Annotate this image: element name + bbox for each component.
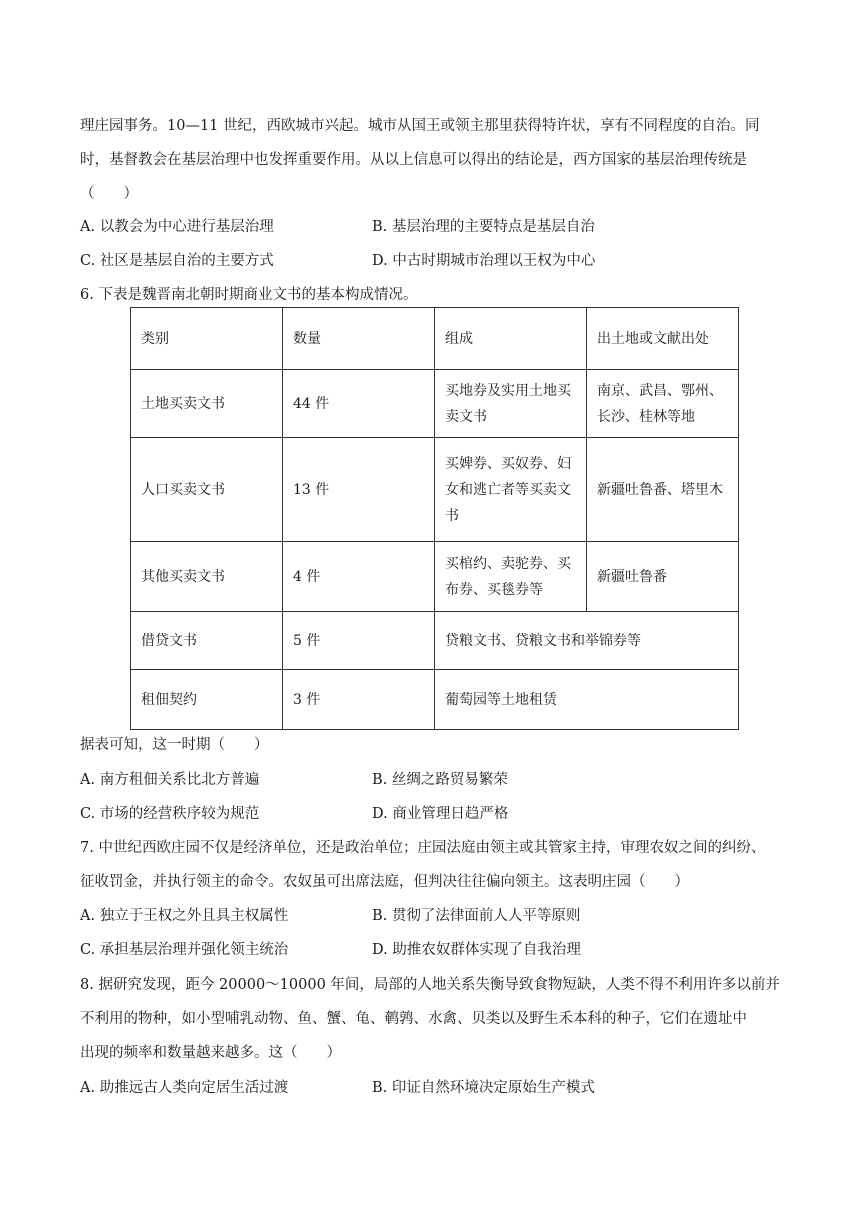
table-cell-composition: 葡萄园等土地租赁: [435, 670, 739, 730]
q8-option-b: B. 印证自然环境决定原始生产模式: [372, 1080, 595, 1096]
table-cell-count: 5 件: [283, 612, 435, 670]
table-cell-category: 租佃契约: [131, 670, 283, 730]
q5-stem-line-2: 时，基督教会在基层治理中也发挥重要作用。从以上信息可以得出的结论是，西方国家的基层治理传统是: [80, 152, 747, 168]
table-cell-count: 4 件: [283, 542, 435, 612]
table-cell-composition: 买地券及实用土地买卖文书: [435, 370, 587, 438]
table-cell-category: 借贷文书: [131, 612, 283, 670]
q6-option-c: C. 市场的经营秩序较为规范: [80, 806, 260, 822]
q6-option-d: D. 商业管理日趋严格: [372, 806, 509, 822]
q5-option-a: A. 以教会为中心进行基层治理: [80, 219, 274, 235]
q6-option-b: B. 丝绸之路贸易繁荣: [372, 772, 508, 788]
table-row: [131, 370, 739, 438]
q8-stem-line-1: 8. 据研究发现，距今 20000～10000 年间，局部的人地关系失衡导致食物短缺，人类不得不利用许多以前并: [80, 977, 780, 993]
table-cell-category: 人口买卖文书: [131, 438, 283, 542]
q5-answer-bracket: （ ）: [80, 186, 138, 202]
table-header-cell: 数量: [283, 308, 435, 370]
q7-stem-line-2: 征收罚金，并执行领主的命令。农奴虽可出席法庭，但判决往往偏向领主。这表明庄园（ ）: [80, 874, 689, 890]
q7-stem-line-1: 7. 中世纪西欧庄园不仅是经济单位，还是政治单位；庄园法庭由领主或其管家主持，审理农奴之间的纠纷、: [80, 840, 766, 856]
q6-stem: 6. 下表是魏晋南北朝时期商业文书的基本构成情况。: [80, 287, 418, 303]
q5-stem-line-1: 理庄园事务。10—11 世纪，西欧城市兴起。城市从国王或领主那里获得特许状，享有不同程度的自治。同: [80, 118, 760, 134]
table-row: [131, 670, 739, 730]
q8-option-a: A. 助推远古人类向定居生活过渡: [80, 1080, 289, 1096]
q8-stem-line-3: 出现的频率和数量越来越多。这（ ）: [80, 1045, 341, 1061]
q5-option-d: D. 中古时期城市治理以王权为中心: [372, 253, 596, 269]
q5-option-b: B. 基层治理的主要特点是基层自治: [372, 219, 595, 235]
table-cell-count: 3 件: [283, 670, 435, 730]
table-row: [131, 438, 739, 542]
q7-option-a: A. 独立于王权之外且具主权属性: [80, 908, 289, 924]
table-cell-origin: 新疆吐鲁番: [587, 542, 739, 612]
commerce-documents-table: [130, 307, 739, 730]
table-header-cell: 组成: [435, 308, 587, 370]
table-header-cell: 类别: [131, 308, 283, 370]
table-header-row: [131, 308, 739, 370]
q6-question: 据表可知，这一时期（ ）: [80, 737, 269, 753]
table-cell-count: 13 件: [283, 438, 435, 542]
table-cell-origin: 南京、武昌、鄂州、长沙、桂林等地: [587, 370, 739, 438]
q6-option-a: A. 南方租佃关系比北方普遍: [80, 772, 260, 788]
table-cell-category: 其他买卖文书: [131, 542, 283, 612]
q7-option-b: B. 贯彻了法律面前人人平等原则: [372, 908, 581, 924]
table-row: [131, 542, 739, 612]
table-cell-composition: 买婢券、买奴券、妇女和逃亡者等买卖文书: [435, 438, 587, 542]
q5-option-c: C. 社区是基层自治的主要方式: [80, 253, 274, 269]
table-cell-category: 土地买卖文书: [131, 370, 283, 438]
q7-option-d: D. 助推农奴群体实现了自我治理: [372, 942, 581, 958]
table-cell-count: 44 件: [283, 370, 435, 438]
table-cell-composition: 贷粮文书、贷粮文书和举锦券等: [435, 612, 739, 670]
table-cell-composition: 买棺约、卖驼券、买布券、买毯券等: [435, 542, 587, 612]
q7-option-c: C. 承担基层治理并强化领主统治: [80, 942, 289, 958]
q8-stem-line-2: 不利用的物种，如小型哺乳动物、鱼、蟹、龟、鹌鹑、水禽、贝类以及野生禾本科的种子，它们在遗址中: [80, 1011, 747, 1027]
table-cell-origin: 新疆吐鲁番、塔里木: [587, 438, 739, 542]
table-header-cell: 出土地或文献出处: [587, 308, 739, 370]
table-row: [131, 612, 739, 670]
